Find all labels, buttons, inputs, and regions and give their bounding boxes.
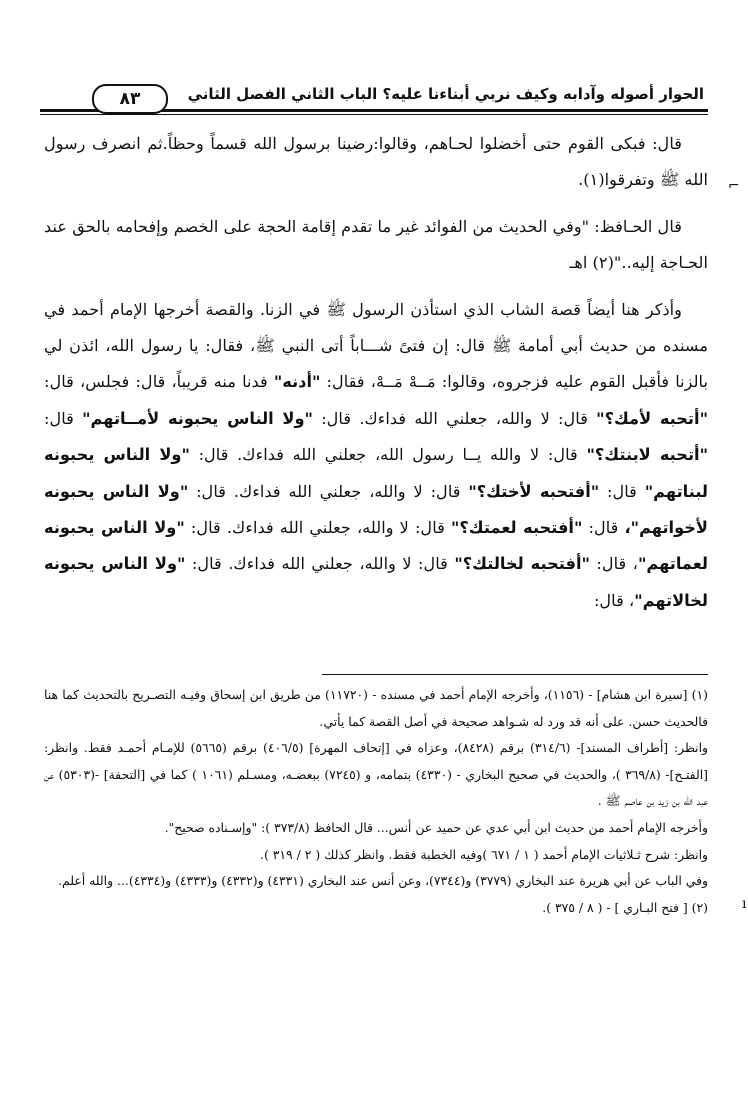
header-title: الحوار أصوله وآدابه وكيف نربي أبناءنا عليه؟ الباب الثاني الفصل الثاني	[170, 82, 708, 106]
question-paternal-aunt: "أفتحبه لعمتك؟"	[450, 518, 583, 538]
paragraph-3	[44, 292, 708, 620]
p3-intro: وأذكر هنا أيضاً قصة الشاب الذي استأذن الرسول ﷺ في الزنا. والقصة أخرجها الإمام أحمد في مسنده من حديث أبي أمامة ﷺ قال: إن فتىً شـــاباً أتى النبي ﷺ، فقال: يا رسول الله، ائذن لي بالزنا فأقبل القوم عليه فزجروه، وقالوا: مَــهْ مَــهْ، فقال:	[44, 299, 708, 392]
header-rule-thin	[40, 114, 708, 115]
question-mother: "أتحبه لأمك؟"	[596, 408, 708, 428]
answer-text: قال: لا والله، جعلني الله فداءك. قال:	[185, 554, 455, 574]
footnote-1-ref-a: وانظر: [أطراف المسند]- (٣١٤/٦) برقم (٨٤٢٨)، وعزاه في [إتحاف المهرة] (٤٠٦/٥) برقم (٥٦٦٥) للإمـام أحمـد فقط. وانظر: [الفتـح]- (٣٦٩/٨ )، والحديث في صحيح البخاري - (٤٣٣٠) بتمامه، و (٧٢٤٥) ببعضـه، ومسـلم (١٠٦١ ) كما في [التحفة] -(٥٣٠٣) عن عبد الله بن زيد بن عاصم ﷺ .	[44, 740, 709, 809]
reply-mothers: "ولا الناس يحبونه لأمــاتهم"	[82, 408, 313, 428]
reply-maternal-aunts: "ولا الناس يحبونه لخالاتهم"	[44, 554, 708, 610]
question-sister: "أفتحبه لأختك؟"	[468, 481, 600, 501]
said-text: قال:	[599, 481, 645, 501]
main-text	[44, 126, 708, 619]
reply-paternal-aunts: "ولا الناس يحبونه لعماتهم"	[44, 518, 708, 574]
footnote-1-ref-b: وأخرجه الإمام أحمد من حديث ابن أبي عدي عن حميد عن أنس... قال الحافظ (٣٧٣/٨ ): "وإسـناده صحيح".	[164, 819, 708, 835]
page-number: ٨٣	[92, 84, 168, 114]
margin-mark: ı	[742, 896, 747, 912]
running-header	[40, 82, 708, 118]
quote-adnuh: "أدنه"	[273, 372, 321, 392]
answer-text: قال: لا والله، جعلني الله فداءك. قال:	[312, 408, 597, 428]
footnote-1-ref-c: وانظر: شرح ثـلاثيات الإمام أحمد ( ١ / ٦٧١ )وفيه الخطبة فقط. وانظر كذلك ( ٢ / ٣١٩ ).	[260, 846, 708, 862]
margin-mark: ⌐	[728, 178, 740, 194]
paragraph-1: قال: فبكى القوم حتى أخضلوا لحـاهم، وقالوا:رضينا برسول الله قسماً وحظاً.ثم انصرف رسول الله ﷺ وتفرقوا(١).	[44, 134, 708, 190]
footnote-1: (١) [سيرة ابن هشام] - (١١٥٦)، وأخرجه الإمام أحمد في مسنده - (١١٧٢٠) من طريق ابن إسحاق وفيـه التصـريح بالتحديث كما هنا فالحديث حسن. على أنه قد ورد له شـواهد صحيحة في أصل القصة كما يأتي.	[44, 687, 708, 729]
footnote-2: (٢) [ فتح البـاري ] - ( ٨ / ٣٧٥ ).	[542, 899, 708, 915]
said-text: قال:	[44, 408, 83, 428]
reply-daughters: "ولا الناس يحبونه لبناتهم"	[44, 445, 709, 501]
paragraph-2: قال الحـافظ: "وفي الحديث من الفوائد غير ما تقدم إقامة الحجة على الخصم وإفحامه بالحق عند الحـاجة إليه.."(٢) اهـ	[44, 216, 708, 273]
footnote-separator	[322, 674, 708, 675]
said-text: قال:	[582, 518, 625, 538]
reply-sisters: "ولا الناس يحبونه لأخواتهم"،	[44, 481, 708, 538]
question-maternal-aunt: "أفتحبه لخالتك؟"	[454, 554, 590, 574]
question-daughter: "أتحبه لابنتك؟"	[586, 445, 709, 465]
p3-text: فدنا منه قريباً، قال: فجلس، قال:	[44, 372, 274, 392]
said-text: ، قال:	[589, 554, 638, 574]
answer-text: قال: لا والله يــا رسول الله، جعلني الله فداءك. قال:	[189, 445, 587, 465]
footnote-1-ref-d: وفي الباب عن أبي هريرة عند البخاري (٣٧٧٩) و(٧٣٤٤)، وعن أنس عند البخاري (٤٣٣١) و(٤٣٣٢) و(٤٣٣٣) و(٤٣٣٤)... والله أعلم.	[58, 873, 708, 889]
answer-text: قال: لا والله، جعلني الله فداءك. قال:	[188, 481, 469, 501]
footnotes	[44, 682, 708, 921]
said-text: ، قال:	[593, 590, 635, 610]
answer-text: قال: لا والله، جعلني الله فداءك. قال:	[184, 518, 451, 538]
